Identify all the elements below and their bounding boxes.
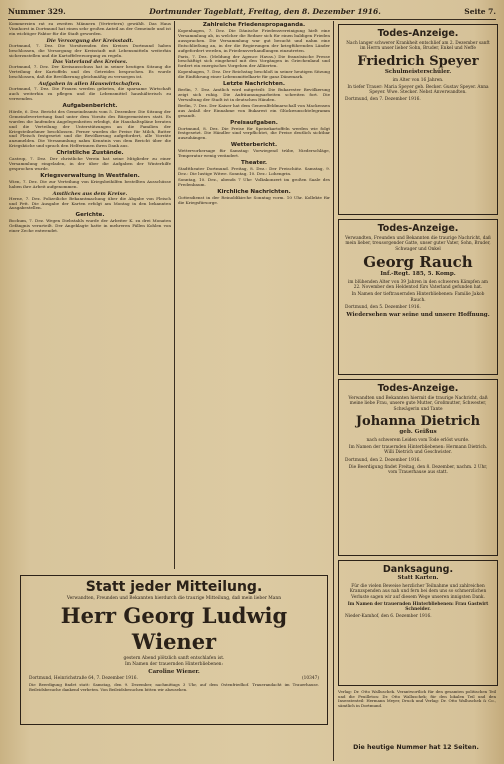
notice-detail: im blühenden Alter von 39 Jahren in den schweren Kämpfen am 22. November den Heldentod fürs Vaterland gefunden hat. [348, 279, 488, 291]
thanks-notice [338, 560, 498, 686]
page-header [8, 4, 496, 18]
notice-role: geb. Geißus [399, 428, 437, 435]
notice-intro: Verwandten und Bekannten hiermit die traurige Nachricht, daß meine liebe Frau, unsere gute Mutter, Großmutter, Schwester, Schwägerin und Tante [348, 396, 488, 412]
notice-detail: im Alter von 16 Jahren. [392, 77, 444, 83]
paper-title-date: Dortmunder Tageblatt, Freitag, den 8. Dezember 1916. [149, 6, 381, 16]
deceased-name: Johanna Dietrich [355, 413, 481, 429]
imprint-text: Verlag: Dr. Otto Walluschek. Verantwortlich für den gesamten politischen Teil und die Feuilleton: Dr. Otto Walluschek; für den lokalen Teil und den Inseratenteil: Hermann Meyer, Druck und Verlag: Dr. Otto Walluschek & Co., sämtlich in Dortmund. [338, 690, 496, 708]
main-deceased-name: Herr Georg Ludwig Wiener [60, 602, 288, 654]
main-notice-intro: Verwandten, Freunden und Bekannten hierdurch die traurige Mitteilung, daß mein lieber Mann [66, 596, 282, 601]
main-notice-title: Statt jeder Mitteilung. [85, 579, 263, 595]
article-heading: Preisaufgaben. [230, 119, 278, 126]
main-notice-detail: gestern Abend plötzlich sanft entschlafen ist. [123, 655, 225, 661]
thanks-subtitle: Statt Karten. [397, 575, 439, 581]
article-heading: Theater. [241, 160, 267, 167]
article-paragraph: Kommerzien rat zu zweiten Männern (Vertretern) gewählt. Das Haus Vinnhorst in Dortmund hat einen sehr großen Anteil an der Gemeinde und ist ein wichtiger Faktor für die Stadt geworden. [9, 22, 171, 36]
article-heading: Wetterbericht. [230, 142, 278, 149]
article-paragraph: Berlin, 7. Dez. Der Kaiser hat dem Generalfeldmarschall von Mackensen aus Anlaß der Einnahme von Bukarest ein Glückwunschtelegramm gesandt. [178, 102, 330, 118]
article-paragraph: Wien, 7. Dez. Die zur Verteilung von Kriegsbeihilfen bestellten Ausschüsse haben ihre Arbeit aufgenommen. [9, 178, 171, 189]
death-notice [338, 24, 498, 215]
article-paragraph: Paris, 7. Dez. (Meldung der Agence Havas.) Die französische Presse beschäftigt sich eingehend mit den Vorgängen in Griechenland und fordert ein energisches Vorgehen der Alliierten. [178, 53, 330, 69]
article-paragraph: Dortmund, 7. Dez. Der Kreisausschuss hat in seiner heutigen Sitzung die Verteilung der Kartoffeln und des Getreides besprochen. Es wurde beschlossen, daß die Bevölkerung gleichmäßig zu versorgen ist. [9, 64, 171, 80]
article-heading: Amtliches aus dem Kreise. [52, 190, 128, 197]
publisher-imprint [338, 690, 496, 742]
article-heading: Gerichte. [75, 212, 105, 219]
article-heading: Zahlreiche Friedenspropaganda. [202, 22, 306, 28]
column-divider-1 [174, 21, 175, 569]
page-number: Seite 7. [464, 6, 496, 16]
article-paragraph: Stadttheater Dortmund. Freitag, 8. Dez.: Der Freischütz. Samstag, 9. Dez.: Die lustige Witwe. Sonntag, 10. Dez.: Lohengrin. [178, 166, 330, 176]
article-heading: Aufgabenbericht. [62, 102, 118, 109]
article-heading: Kriegsverwaltung in Westfalen. [40, 172, 140, 179]
article-heading: Das Vaterland des Kreises. [52, 59, 128, 66]
notice-title: Todes-Anzeige. [377, 223, 459, 234]
article-paragraph: Castrop, 7. Dez. Der christliche Verein hat seine Mitglieder zu einer Versammlung eingeladen, in der über die Aufgaben der Winterhilfe gesprochen wurde. [9, 156, 171, 171]
article-paragraph: Berlin, 7. Dez. Amtlich wird mitgeteilt: Die Bukarester Bevölkerung zeigt sich ruhig. Die Aufräumungsarbeiten schreiten fort. Die Verwaltung der Stadt ist in deutschen Händen. [178, 87, 330, 102]
notice-mourners: Im Namen der trauernden Hinterbliebenen: Hermann Dietrich. Willi Dietrich und Geschwister. [348, 445, 488, 456]
thanks-title: Danksagung. [382, 564, 454, 575]
article-heading: Aufgaben in allen Hauswirtschaften. [38, 81, 142, 88]
article-heading: Kirchliche Nachrichten. [217, 188, 291, 195]
article-paragraph: Herne, 7. Dez. Polizeiliche Bekanntmachung über die Abgabe von Fleisch und Fett. Die Ausgabe der Karten erfolgt am Montag in den bekannten Ausgabestellen. [9, 195, 171, 211]
thanks-place-date: Nieder-Kamhof, den 6. Dezember 1916. [345, 614, 432, 620]
notice-place-date: Dortmund, den 7. Dezember 1916. [345, 97, 421, 103]
main-notice-place-date: Dortmund, Heinrichstraße 64, 7. Dezember 1916. [29, 675, 138, 681]
notice-role: Inf.-Regt. 185, 5. Komp. [380, 270, 456, 277]
main-notice-funeral: Die Beerdigung findet statt: Samstag, den 9. Dezember, nachmittags 3 Uhr, auf dem Ostenfriedhof. Trauerandacht im Trauerhause. Beileidsbesuche dankend verbeten. Von Beileidsbesuchen bitten wir abzusehen. [29, 681, 319, 692]
thanks-mourners: Im Namen der trauernden Hinterbliebenen: Frau Gastwirt Schneider. [347, 601, 489, 613]
article-paragraph: Dortmund, 8. Dez. Die Preise für Speisekartoffeln werden wie folgt festgesetzt. Die Händler sind verpflichtet, die Preise deutlich sichtbar auszuhängen. [178, 125, 330, 141]
article-heading: Die Versorgung der Kreisstadt. [46, 37, 134, 44]
article-heading: Christliche Zustände. [56, 150, 124, 157]
column-divider-2 [333, 21, 334, 761]
notice-intro: Verwandten, Freunden und Bekannten die traurige Nachricht, daß mein lieber, treusorgender Gatte, unser guter Vater, Sohn, Bruder, Schwager und Onkel [345, 236, 491, 252]
article-paragraph: Wettervorhersage für Samstag: Vorwiegend trübe, Niederschläge, Temperatur wenig verändert. [178, 148, 330, 159]
notice-title: Todes-Anzeige. [377, 28, 459, 39]
notice-role: Schulmeisterschüler. [384, 68, 452, 75]
main-notice-widow: Caroline Wiener. [148, 668, 200, 675]
notice-title: Todes-Anzeige. [377, 383, 459, 394]
death-notice [338, 379, 498, 556]
news-column-left [9, 22, 171, 570]
article-paragraph: Kopenhagen, 7. Dez. Die Dänische Friedensvereinigung hielt eine Versammlung ab, in welcher die Redner sich für einen baldigen Frieden aussprachen. Die Versammlung war gut besucht und nahm eine Entschließung an, in der die Regierungen der kriegführenden Länder aufgefordert werden, in Friedensverhandlungen einzutreten. [178, 28, 330, 53]
article-paragraph: Dortmund, 7. Dez. Die Vorsitzenden des Kreises Dortmund haben beschlossen, die Versorgung der Kreisstadt mit Lebensmitteln weiterhin sicherzustellen und die Kartoffelversorgung zu regeln. [9, 42, 171, 58]
news-column-middle [178, 22, 330, 570]
article-paragraph: Kopenhagen, 7. Dez. Der Reichstag beschloß in seiner heutigen Sitzung die Einführung einer Lebensmittelkarte für ganz Dänemark. [178, 69, 330, 80]
death-notice [338, 219, 498, 375]
notice-funeral: Die Beerdigung findet Freitag, den 8. Dezember, nachm. 2 Uhr, vom Trauerhause aus statt. [348, 465, 488, 476]
article-heading: Letzte Nachrichten. [222, 81, 285, 88]
notice-intro: Nach langer schwerer Krankheit entschlief am 2. Dezember sanft im Herrn unser lieber Sohn, Bruder, Enkel und Neffe [346, 41, 490, 52]
main-notice-mourners-head: Im Namen der trauernden Hinterbliebenen: [125, 662, 223, 667]
header-rule [8, 19, 496, 20]
article-paragraph: Hörde, 6. Dez. Bericht des Gemeindeamts vom 5. Dezember. Die Sitzung der Gemeindevertretung fand unter dem Vorsitz des Bürgermeisters statt. Es wurden die laufenden Angelegenheiten erledigt, die Haushaltspläne beraten und die Verteilung der Unterstützungen an die Familien der Kriegsteilnehmer beschlossen. Ferner wurden die Preise für Milch, Butter und Fleisch festgesetzt und die Bevölkerung aufgefordert, alle Vorräte anzumelden. Die Versammlung nahm Kenntnis von dem Bericht über die Kriegsküche und sprach den Helferinnen ihren Dank aus. [9, 108, 171, 149]
notice-place-date: Dortmund, den 5. Dezember 1916. [345, 305, 421, 311]
article-paragraph: Gottesdienst in der Reinoldikirche Sonntag vorm. 10 Uhr. Kollekte für die Kriegsfürsorge. [178, 194, 330, 205]
notice-detail: nach schwerem Leiden vom Tode erlöst wurde. [366, 437, 470, 443]
main-notice-place-row [29, 676, 319, 681]
deceased-name: Friedrich Speyer [357, 53, 479, 69]
deceased-name: Georg Rauch [363, 252, 473, 271]
article-paragraph: Sonntag, 10. Dez., abends 7 Uhr: Volkskonzert im großen Saale des Fredenbaum. [178, 176, 330, 187]
notice-mourners: In tiefer Trauer: Maria Speyer geb. Becker. Gustav Speyer. Anna Speyer. Wwe. Stecker. Nebst Anverwandten. [347, 84, 489, 96]
main-notice-code: (10347) [301, 675, 319, 681]
article-paragraph: Bochum, 7. Dez. Wegen Diebstahls wurde der Arbeiter K. zu drei Monaten Gefängnis verurteilt. Der Angeklagte hatte in mehreren Fällen Kohlen von einer Zeche entwendet. [9, 218, 171, 234]
notice-place-date: Dortmund, den 2. Dezember 1916. [345, 457, 421, 463]
page-count-footer: Die heutige Nummer hat 12 Seiten. [353, 744, 479, 751]
thanks-text: Für die vielen Beweise herzlicher Teilnahme und zahlreichen Kranzspenden aus nah und fern bei dem uns so schmerzlichen Verluste sagen wir auf diesem Wege unseren innigsten Dank. [349, 584, 487, 600]
issue-number: Nummer 329. [8, 6, 66, 16]
main-death-notice [20, 575, 328, 725]
notice-motto: Wiedersehen war seine und unsere Hoffnung. [346, 312, 490, 319]
notice-mourners: In Namen der tieftrauernden Hinterbliebenen: Familie Jakob Rauch. [351, 292, 485, 303]
article-paragraph: Dortmund, 7. Dez. Die Frauen werden gebeten, die sparsame Wirtschaft auch weiterhin zu pflegen und die Lebensmittel haushälterisch zu verwenden. [9, 86, 171, 101]
